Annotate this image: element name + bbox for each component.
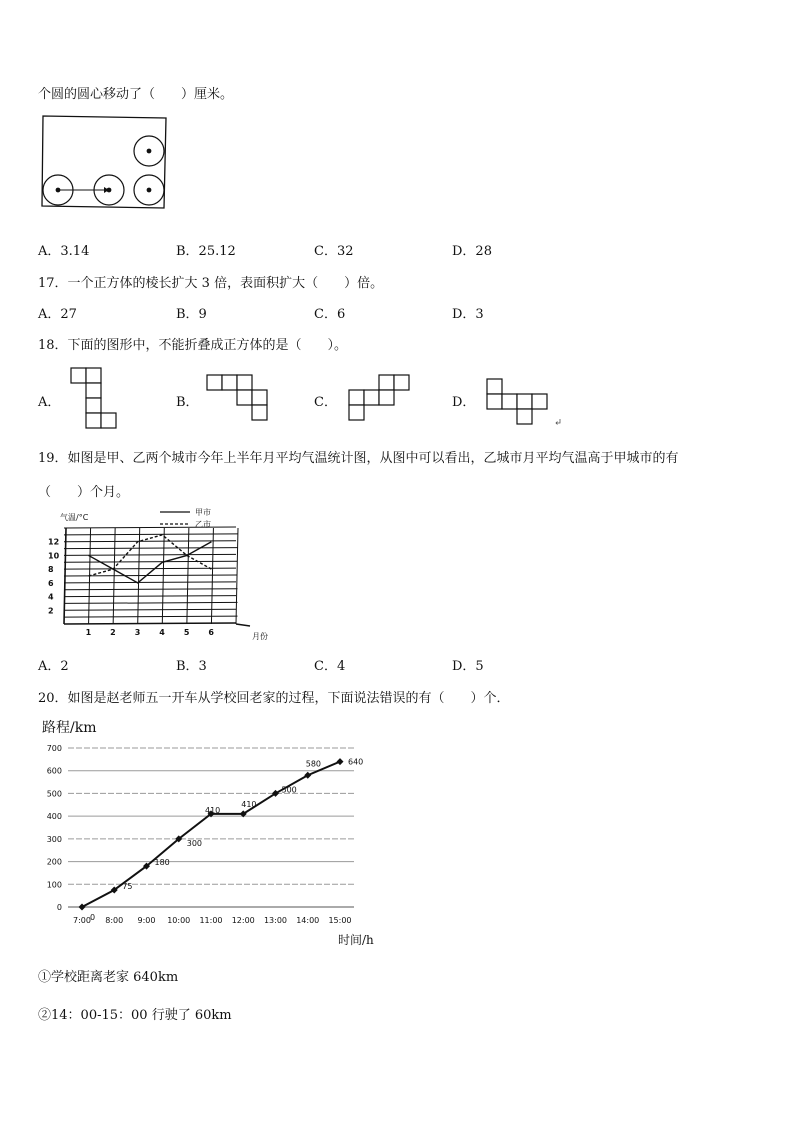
q20-ylabel: 路程/km (42, 720, 97, 736)
q20-ytick-5: 500 (46, 789, 62, 799)
q19-ytick-4: 10 (48, 551, 60, 561)
q20-distance-chart (36, 716, 386, 951)
q17-option-c[interactable]: C．6 (314, 307, 346, 322)
q19-ytick-0: 2 (48, 606, 54, 616)
q19-option-b[interactable]: B．3 (176, 659, 207, 674)
q20-xtick-1: 8:00 (105, 916, 124, 925)
q19-stem-line1: 19．如图是甲、乙两个城市今年上半年月平均气温统计图，从图中可以看出，乙城市月平均气温高于甲城市的有 (38, 451, 679, 466)
q16-circle-figure (40, 113, 170, 211)
q20-xtick-0: 7:00 (73, 916, 91, 925)
q20-xtick-2: 9:00 (137, 916, 156, 925)
q20-data-label-3: 300 (186, 838, 203, 848)
q20-point-8 (337, 758, 344, 765)
q18-net-b (206, 374, 272, 422)
q20-statement-2: ②14：00-15：00 行驶了 60km (38, 1008, 232, 1023)
q16-option-d[interactable]: D．28 (452, 244, 492, 259)
q20-stem: 20．如图是赵老师五一开车从学校回老家的过程，下面说法错误的有（ ）个． (38, 691, 510, 706)
q20-ytick-4: 400 (46, 812, 62, 822)
q20-xtick-8: 15:00 (328, 916, 352, 925)
q20-ytick-1: 100 (46, 880, 62, 890)
q20-xtick-5: 12:00 (231, 916, 255, 925)
q19-ylabel: 气温/°C (60, 513, 89, 522)
q20-series-line (82, 762, 340, 907)
q19-ytick-5: 12 (48, 537, 60, 547)
q20-ytick-2: 200 (46, 857, 62, 867)
q20-xtick-7: 14:00 (296, 916, 320, 925)
q19-temperature-chart (40, 506, 290, 646)
q19-xtick-0: 1 (85, 628, 92, 637)
return-mark-icon (554, 418, 562, 426)
q19-legend-jia: 甲市 (195, 508, 211, 517)
q20-ytick-7: 700 (46, 744, 62, 753)
q19-ytick-1: 4 (48, 592, 54, 602)
q20-ytick-0: 0 (56, 903, 62, 912)
q20-data-label-4: 410 (205, 805, 221, 815)
q18-net-a (70, 367, 120, 429)
q18-net-d (486, 378, 552, 426)
q20-ytick-6: 600 (46, 766, 62, 776)
q18-option-d[interactable]: D． (452, 395, 476, 410)
q19-xtick-1: 2 (110, 628, 116, 637)
q18-stem: 18．下面的图形中，不能折叠成正方体的是（ ）。 (38, 338, 348, 353)
q19-ytick-3: 8 (48, 565, 54, 575)
q17-option-d[interactable]: D．3 (452, 307, 484, 322)
q20-xlabel: 时间/h (338, 933, 374, 947)
q18-net-c (348, 374, 414, 422)
q17-option-b[interactable]: B．9 (176, 307, 207, 322)
q20-xtick-4: 11:00 (199, 916, 223, 925)
q19-xtick-5: 6 (208, 628, 215, 637)
q16-stem-tail: 个圆的圆心移动了（ ）厘米。 (38, 87, 234, 102)
q19-xtick-2: 3 (134, 628, 141, 637)
q17-option-a[interactable]: A．27 (38, 307, 77, 322)
q18-option-c[interactable]: C． (314, 395, 337, 410)
q19-stem-line2: （ ）个月。 (38, 485, 130, 500)
q20-ytick-3: 300 (46, 834, 62, 844)
q20-data-label-6: 500 (281, 785, 297, 795)
q20-data-label-5: 410 (241, 799, 257, 809)
q20-data-label-2: 180 (154, 858, 170, 868)
q19-xlabel: 月份 (252, 632, 268, 641)
q19-legend-yi: 乙市 (195, 520, 211, 529)
q20-statement-1: ①学校距离老家 640km (38, 970, 179, 985)
q19-xtick-3: 4 (159, 628, 165, 637)
q16-option-c[interactable]: C．32 (314, 244, 354, 259)
q18-option-a[interactable]: A． (38, 395, 61, 410)
q18-option-b[interactable]: B． (176, 395, 199, 410)
q20-point-0 (79, 904, 86, 911)
q16-option-a[interactable]: A．3.14 (38, 244, 90, 259)
q19-option-c[interactable]: C．4 (314, 659, 346, 674)
q16-option-b[interactable]: B．25.12 (176, 244, 236, 259)
q20-xtick-6: 13:00 (263, 916, 288, 925)
q20-data-label-0: 0 (90, 913, 96, 922)
q20-xtick-3: 10:00 (167, 916, 191, 925)
q20-data-label-1: 75 (122, 881, 133, 891)
q19-option-d[interactable]: D．5 (452, 659, 484, 674)
q19-option-a[interactable]: A．2 (38, 659, 69, 674)
q20-data-label-8: 640 (348, 757, 364, 767)
q19-ytick-2: 6 (48, 578, 54, 588)
q20-data-label-7: 580 (305, 759, 322, 769)
q19-xtick-4: 5 (183, 628, 190, 637)
q17-stem: 17．一个正方体的棱长扩大 3 倍，表面积扩大（ ）倍。 (38, 276, 384, 291)
